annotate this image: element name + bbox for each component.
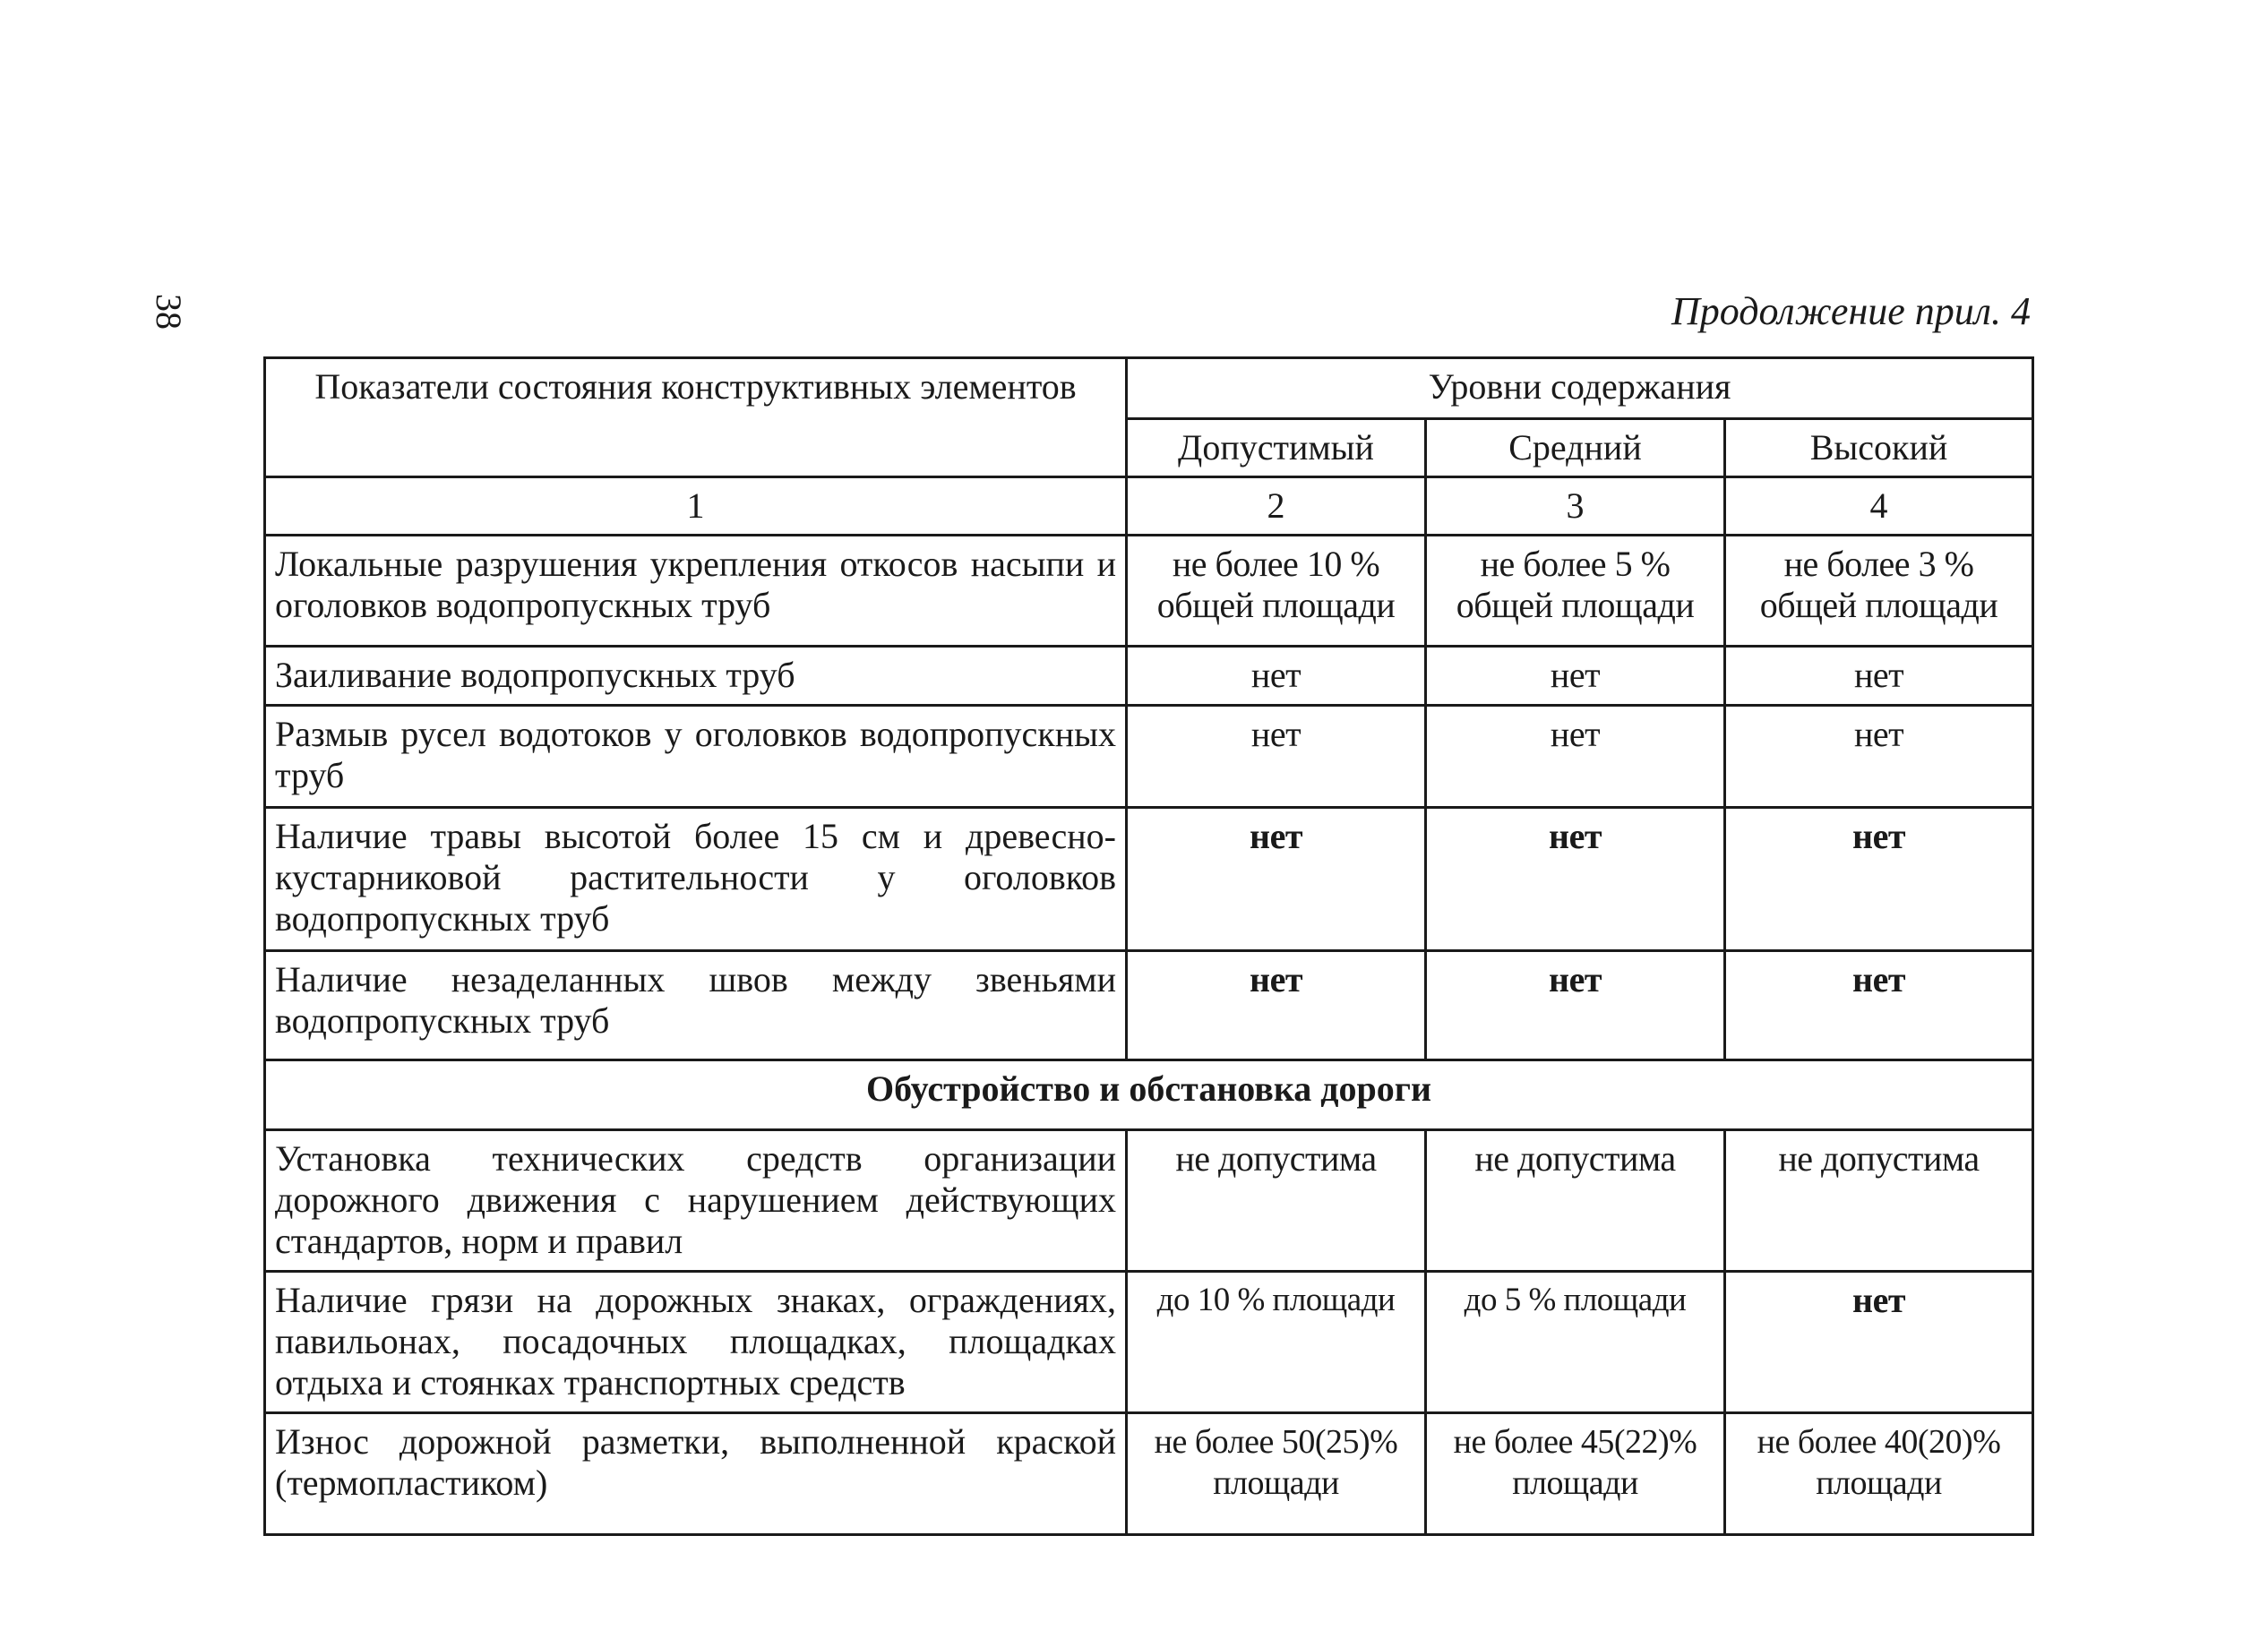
header-level-name: Допустимый xyxy=(1127,419,1426,477)
row-value: не более 5 % общей площади xyxy=(1426,536,1725,647)
row-value: нет xyxy=(1426,951,1725,1060)
header-indicators: Показатели состояния конструктивных элементов xyxy=(265,358,1127,477)
table-row xyxy=(265,647,2033,706)
row-value: нет xyxy=(1127,808,1426,951)
requirements-table xyxy=(263,356,2034,1536)
header-row xyxy=(265,358,2033,419)
row-label: Заиливание водопропускных труб xyxy=(265,647,1127,706)
header-levels: Уровни содержания xyxy=(1127,358,2033,419)
row-value: не более 10 % общей площади xyxy=(1127,536,1426,647)
row-value: нет xyxy=(1127,951,1426,1060)
row-label: Износ дорожной разметки, выполненной краской (термопластиком) xyxy=(265,1413,1127,1535)
column-number-row xyxy=(265,477,2033,536)
table-row xyxy=(265,808,2033,951)
row-value: до 5 % площади xyxy=(1426,1272,1725,1413)
row-label: Наличие грязи на дорожных знаках, ограждениях, павильонах, посадочных площадках, площадках отдыха и стоянках транспортных средств xyxy=(265,1272,1127,1413)
table-row xyxy=(265,536,2033,647)
row-value: нет xyxy=(1725,951,2033,1060)
row-label: Установка технических средств организации дорожного движения с нарушением действующих стандартов, норм и правил xyxy=(265,1130,1127,1272)
column-number: 4 xyxy=(1725,477,2033,536)
row-value: нет xyxy=(1426,647,1725,706)
column-number: 3 xyxy=(1426,477,1725,536)
row-value: нет xyxy=(1426,808,1725,951)
table-row xyxy=(265,1130,2033,1272)
row-value: нет xyxy=(1127,647,1426,706)
column-number: 2 xyxy=(1127,477,1426,536)
table-row xyxy=(265,706,2033,808)
row-value: нет xyxy=(1725,706,2033,808)
row-label: Размыв русел водотоков у оголовков водопропускных труб xyxy=(265,706,1127,808)
row-value: не более 40(20)% площади xyxy=(1725,1413,2033,1535)
table-row xyxy=(265,1272,2033,1413)
table-row xyxy=(265,951,2033,1060)
section-row xyxy=(265,1060,2033,1130)
header-level-name: Средний xyxy=(1426,419,1725,477)
row-value: не допустима xyxy=(1426,1130,1725,1272)
continuation-caption: Продолжение прил. 4 xyxy=(1671,289,2031,333)
row-value: не более 50(25)% площади xyxy=(1127,1413,1426,1535)
row-value: не более 45(22)% площади xyxy=(1426,1413,1725,1535)
row-value: не более 3 % общей площади xyxy=(1725,536,2033,647)
row-value: не допустима xyxy=(1127,1130,1426,1272)
row-label: Локальные разрушения укрепления откосов насыпи и оголовков водопропускных труб xyxy=(265,536,1127,647)
header-level-name: Высокий xyxy=(1725,419,2033,477)
row-value: нет xyxy=(1426,706,1725,808)
section-title: Обустройство и обстановка дороги xyxy=(265,1060,2033,1130)
row-value: нет xyxy=(1725,647,2033,706)
row-value: нет xyxy=(1725,1272,2033,1413)
table-row xyxy=(265,1413,2033,1535)
row-value: нет xyxy=(1127,706,1426,808)
column-number: 1 xyxy=(265,477,1127,536)
row-label: Наличие травы высотой более 15 см и древесно-кустарниковой растительности у оголовков водопропускных труб xyxy=(265,808,1127,951)
row-value: нет xyxy=(1725,808,2033,951)
page-number: 38 xyxy=(149,294,189,330)
row-value: не допустима xyxy=(1725,1130,2033,1272)
row-label: Наличие незаделанных швов между звеньями водопропускных труб xyxy=(265,951,1127,1060)
row-value: до 10 % площади xyxy=(1127,1272,1426,1413)
